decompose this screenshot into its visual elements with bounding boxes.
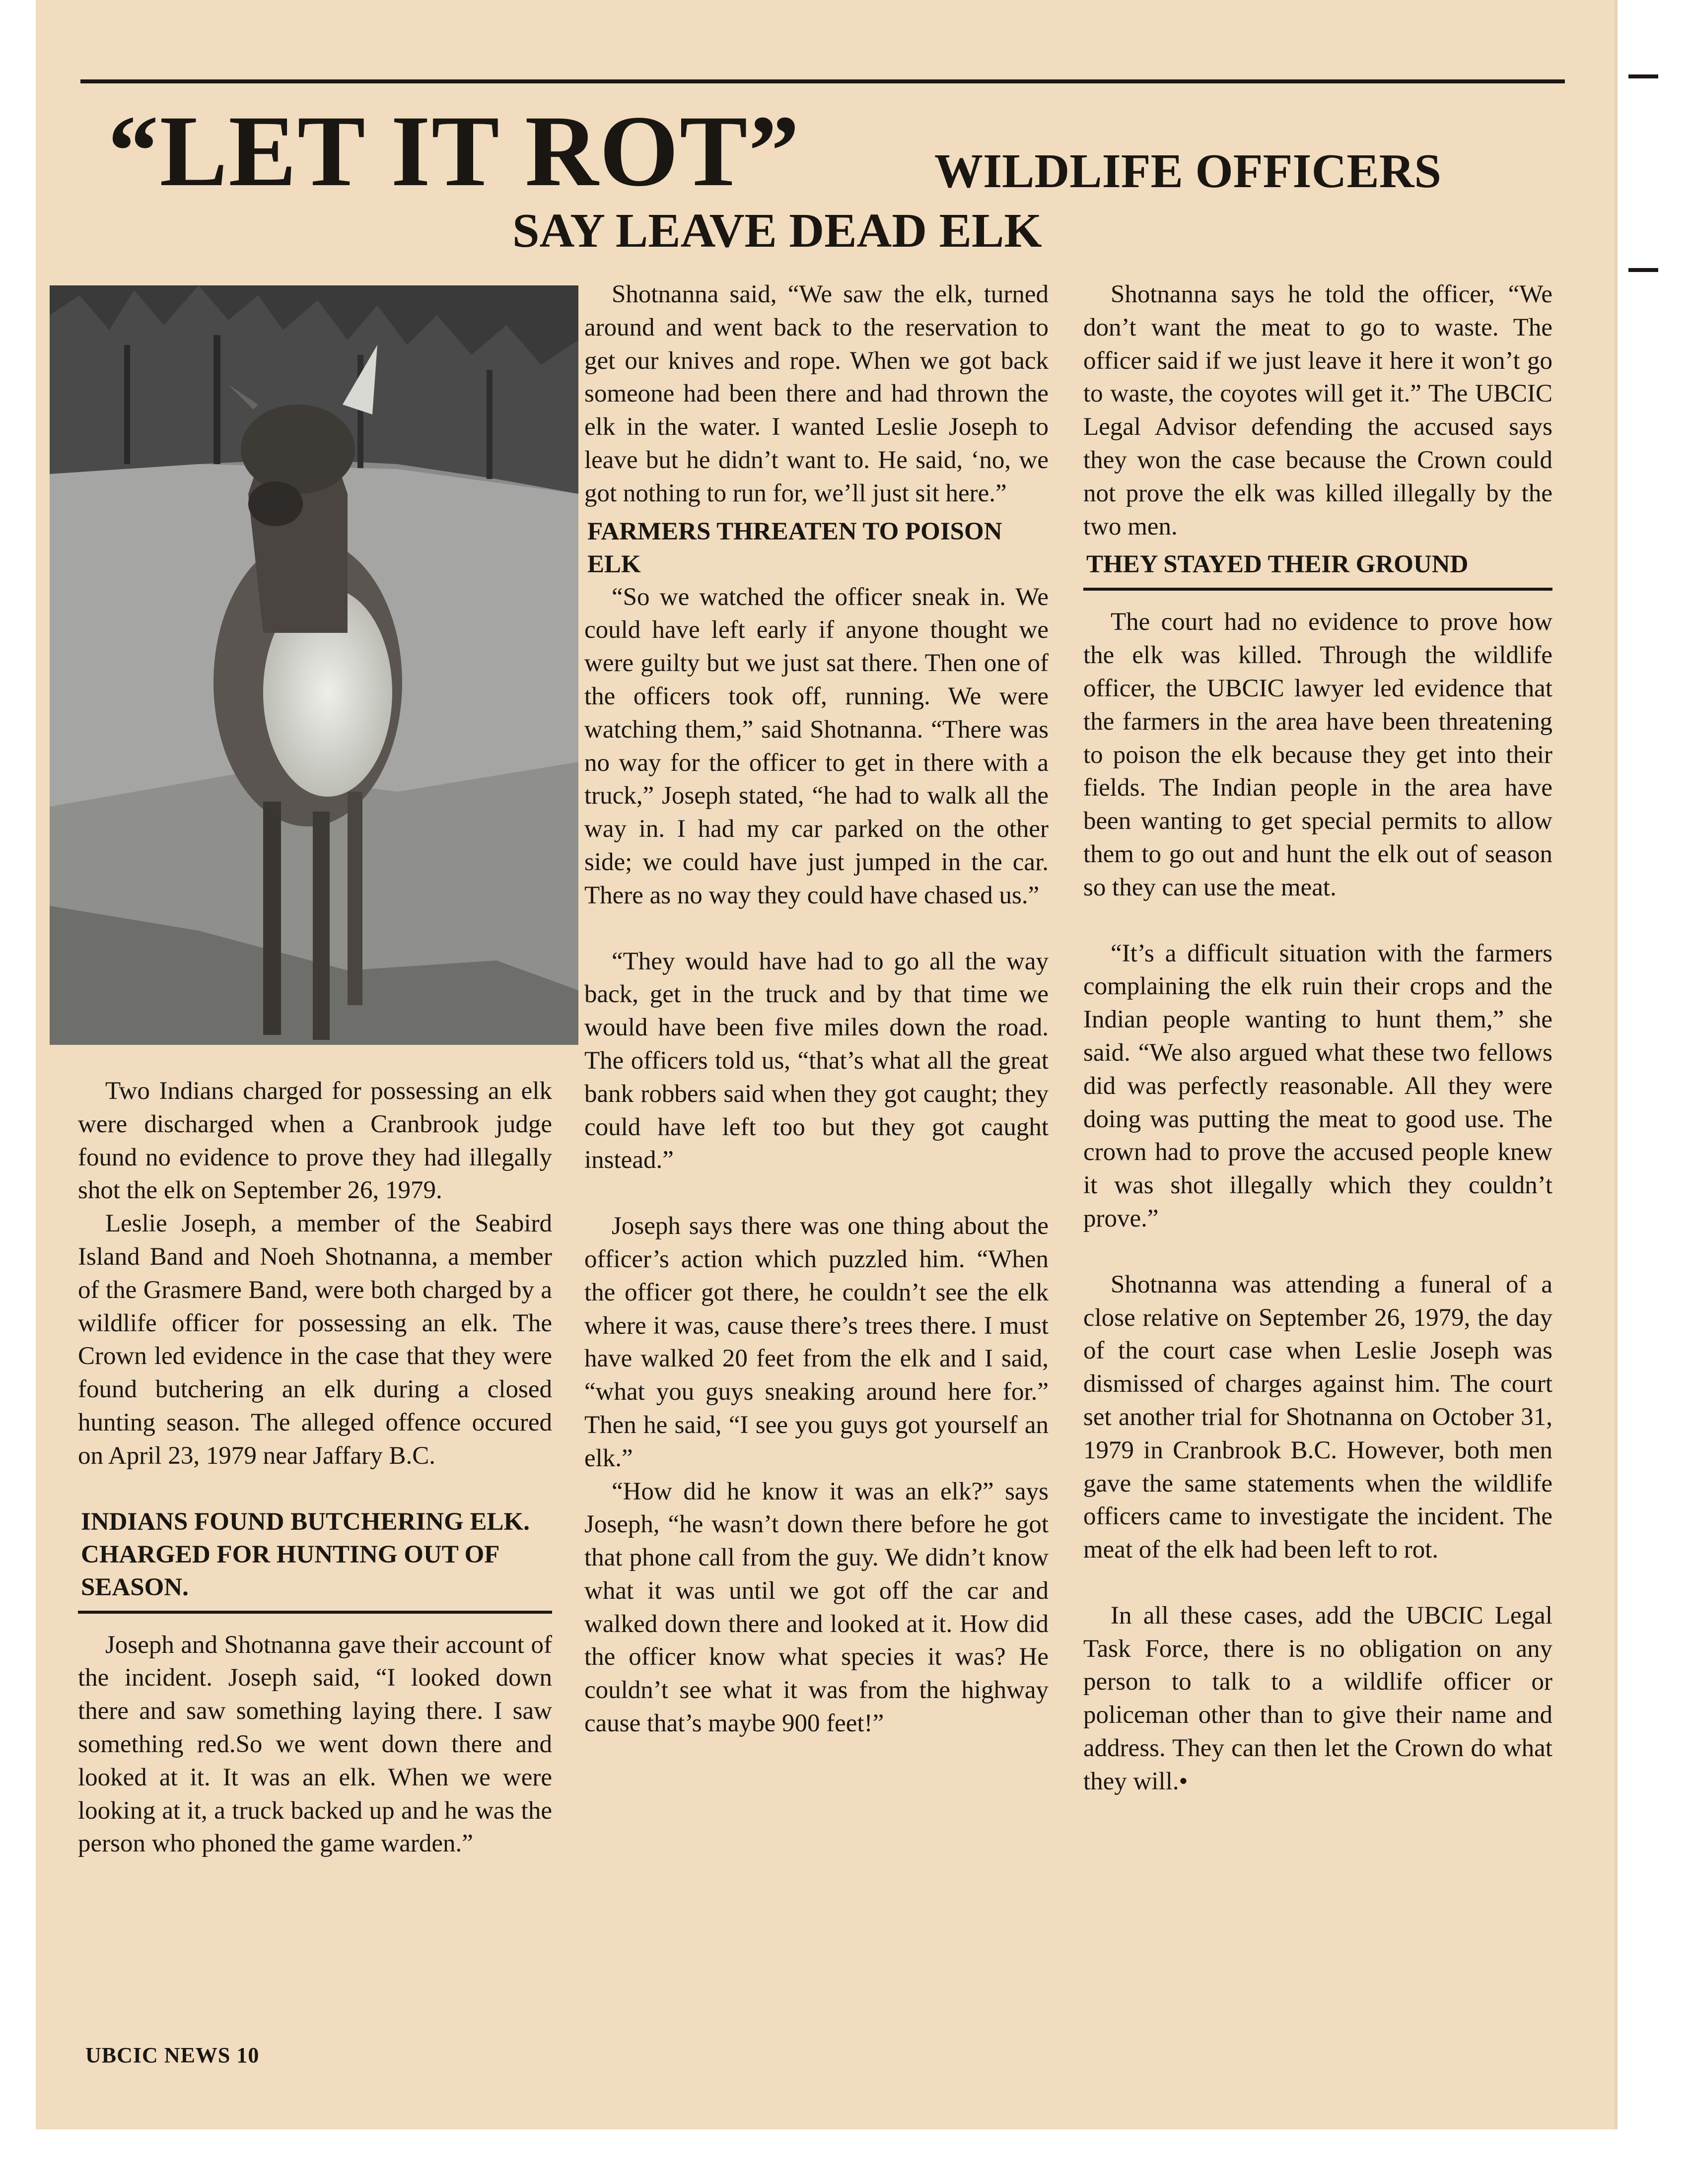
headline-subtitle: SAY LEAVE DEAD ELK [512,204,1042,258]
paragraph: Shotnanna was attending a funeral of a close relative on September 26, 1979, the day of the court case when Leslie Joseph was dismissed of charges against him. The court set another trial for Shotnanna on October 31, 1979 in Cranbrook B.C. However, both men gave the same statements when the wildlife officers came to investigate the incident. The meat of the elk had been left to rot. [1083,1270,1552,1564]
elk-photo-image [50,285,578,1045]
article-column-2 [584,278,1049,1740]
paragraph: In all these cases, add the UBCIC Legal Task Force, there is no obligation on any person to talk to a wildlife officer or policeman other than to give their name and address. They can then let the Crown do what they will.• [1083,1601,1552,1795]
paragraph: Shotnanna says he told the officer, “We don’t want the meat to go to waste. The officer said if we just leave it here it won’t go to waste, the coyotes will get it.” The UBCIC Legal Advisor defending the accused says they won the case because the Crown could not prove the elk was killed illegally by the two men. [1083,280,1552,541]
paragraph: “It’s a difficult situation with the farmers complaining the elk ruin their crops and the Indian people wanting to hunt them,” she said. “We also argued what these two fellows did was perfectly reasonable. All they were doing was putting the meat to good use. The crown had to prove the accused people knew it was shot illegally which they couldn’t prove.” [1083,939,1552,1232]
paragraph: The court had no evidence to prove how the elk was killed. Through the wildlife officer, the UBCIC lawyer led evidence that the farmers in the area have been threatening to poison the elk because they get into their fields. The Indian people in the area have been wanting to get special permits to allow them to go out and hunt the elk out of season so they can use the meat. [1083,608,1552,901]
elk-photo [50,285,578,1045]
newspaper-page [36,0,1615,2129]
paragraph: “How did he know it was an elk?” says Joseph, “he wasn’t down there before he got that phone call from the guy. We didn’t know what it was until we got off the car and walked down there and looked at it. How did the officer know what species it was? He couldn’t see what it was from the highway cause that’s maybe 900 feet!” [584,1477,1049,1738]
section-heading: FARMERS THREATEN TO POISON ELK [587,517,1002,578]
paragraph: Joseph says there was one thing about the officer’s action which puzzled him. “When the officer got there, he couldn’t see the elk where it was, cause there’s trees there. I must have walked 20 feet from the elk and I said, “what you guys sneaking around here for.” Then he said, “I see you guys got yourself an elk.” [584,1212,1049,1472]
page-footer: UBCIC NEWS 10 [85,2043,260,2067]
heading-rule [78,1611,552,1614]
paragraph: Shotnanna said, “We saw the elk, turned around and went back to the reservation to get our knives and rope. When we got back someone had been there and had thrown the elk in the water. I wanted Leslie Joseph to leave but he didn’t want to. He said, ‘no, we got nothing to run for, we’ll just sit here.” [584,280,1049,507]
section-heading: INDIANS FOUND BUTCHERING ELK. CHARGED FOR HUNTING OUT OF SEASON. [81,1507,530,1601]
paragraph: Two Indians charged for possessing an elk were discharged when a Cranbrook judge found no evidence to prove they had illegally shot the elk on September 26, 1979. [78,1077,552,1205]
paragraph: “They would have had to go all the way back, get in the truck and by that time we would have been five miles down the road. The officers told us, “that’s what all the great bank robbers said when they got caught; they could have left too but they got caught instead.” [584,947,1049,1174]
paragraph: Leslie Joseph, a member of the Seabird Island Band and Noeh Shotnanna, a member of the Grasmere Band, were both charged by a wildlife officer for possessing an elk. The Crown led evidence in the case that they were found butchering an elk during a closed hunting season. The alleged offence occured on April 23, 1979 near Jaffary B.C. [78,1210,552,1470]
paragraph: “So we watched the officer sneak in. We could have left early if anyone thought we were guilty but we just sat there. Then one of the officers took off, running. We were watching them,” said Shotnanna. “There was no way for the officer to get in there with a truck,” Joseph stated, “he had to walk all the way in. I had my car parked on the other side; we could have just jumped in the car. There as no way they could have chased us.” [584,583,1049,909]
top-rule [80,79,1565,83]
section-heading: THEY STAYED THEIR GROUND [1086,550,1469,579]
edge-mark [1628,268,1658,272]
article-column-3 [1083,278,1552,1798]
heading-rule [1083,588,1552,591]
article-column-1 [78,1075,552,1860]
paragraph: Joseph and Shotnanna gave their account of the incident. Joseph said, “I looked down there and saw something laying there. I saw something red.So we went down there and looked at it. It was an elk. When we were looking at it, a truck backed up and he was the person who phoned the game warden.” [78,1631,552,1858]
edge-mark [1628,74,1658,78]
headline-main: “LET IT ROT” [108,95,801,207]
headline-side: WILDLIFE OFFICERS [934,144,1442,198]
